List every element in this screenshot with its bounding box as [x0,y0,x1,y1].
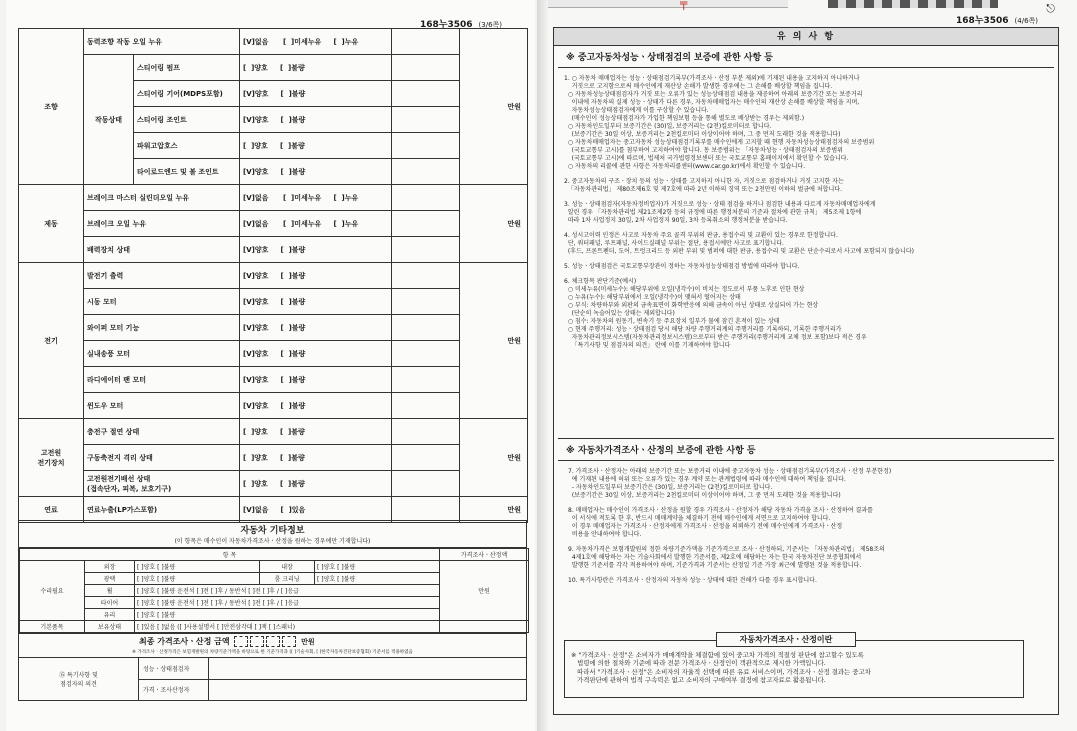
notice-para-8: 8. 매매업자는 매수인이 가격조사ㆍ산정을 원할 경우 가격조사ㆍ산정자가 해당 자동차 가격을 조사ㆍ산정하여 결과를 이 서식에 적도록 한 후, 반드시 매매계약을 체결하기 전에 매수인에게 서면으로 고지하여야 합니다. 이 경우 매매업자는 가격조사ㆍ산정자에게 가격조사ㆍ산정을 의뢰하기 전에 매수인에게 가격조사ㆍ산정 비용을 안내하여야 합니다. [568,507,873,538]
item-cell: 스티어링 기어(MDPS포함) [134,81,240,107]
left-page [6,0,535,731]
final-price-row [19,633,526,649]
status-cell: [V]양호 [ ]불량 [240,263,392,289]
notes-cell [392,185,460,211]
notes-cell [392,341,460,367]
status-cell: [V]없음 [ ]미세누유 [ ]누유 [240,185,392,211]
item-cell: 타이로드엔드 및 볼 조인트 [134,159,240,185]
notes-cell [392,81,460,107]
item-cell: 스티어링 펌프 [134,55,240,81]
repair-label: 수리필요 [20,561,85,621]
repair-status: [ ]양호 [ ]불량 운전석 [ ]전 [ ]후 / 동반석 [ ]전 [ ]후 / [ ]응급 [135,597,440,609]
subcategory-cell: 작동상태 [84,55,134,185]
category-cell: 전기 [19,263,84,419]
repair-status: [ ]양호 [ ]불량 [315,561,440,573]
category-cell: 고전원 전기장치 [19,419,84,497]
section-title-inspection: ※ 중고자동차성능ㆍ상태점검의 보증에 관한 사항 등 [558,46,1054,68]
status-cell: [V]양호 [ ]불량 [240,341,392,367]
opinion-row: 가격ㆍ조사산정자 [139,680,526,701]
repair-status: [ ]양호 [ ]불량 [135,573,260,585]
repair-part: 휠 [85,585,135,597]
extra-col-item: 항 목 [20,549,440,561]
price-digit-box [266,636,280,647]
repair-status: [ ]양호 [ ]불량 [135,609,440,621]
inspection-row [19,263,528,289]
basic-items-label: 기본품목 [20,621,85,633]
item-cell: 배력장치 상태 [84,237,240,263]
item-cell: 동력조향 작동 오일 누유 [84,29,240,55]
item-cell: 시동 모터 [84,289,240,315]
final-price-label: 최종 가격조사ㆍ산정 금액 [139,637,230,646]
status-cell: [ ]양호 [ ]불량 [240,445,392,471]
opinion-section [19,658,526,700]
repair-status: [ ]양호 [ ]불량 운전석 [ ]전 [ ]후 / 동반석 [ ]전 [ ]후 / [ ]응급 [135,585,440,597]
definition-title: 자동차가격조사ㆍ산정이란 [716,632,856,647]
inspection-row [19,211,528,237]
inspection-row [19,341,528,367]
repair-part: 타이어 [85,597,135,609]
inspection-row [19,315,528,341]
inspection-table [18,28,528,523]
price-cell: 만원 [460,497,528,523]
item-cell: 연료누출(LP가스포함) [84,497,240,523]
notes-cell [392,419,460,445]
category-cell: 조향 [19,29,84,185]
notes-cell [392,237,460,263]
notes-cell [392,393,460,419]
notice-para-6: 6. 체크항목 판단기준(예시) ○ 미세누유(미세누수): 해당부위에 오일(냉각수)이 비치는 정도로서 부품 노후로 인한 현상 ○ 누유(누수): 해당부위에서 오일(냉각수)이 맺혀서 떨어지는 상태 ○ 부식: 차량하부와 외판의 금속표면이 화학반응에 의해 금속이 아닌 상태로 상실되어 가는 현상 (단순히 녹슬어있는 상태는 제외합니다) ○ 침수: 자동차의 원동기, 변속기 등 주요장치 일부가 물에 잠긴 흔적이 있는 상태 ○ 현재 주행거리: 성능ㆍ상태점검 당시 해당 차량 주행거리계의 주행거리를 기록하되, 기록한 주행거리가 자동차관리정보시스템(자동차관리정보시스템)으로부터 받은 주행거리(주행거리계 교체 정보 포함)보다 적은 경우 「특기사항 및 점검자의 의견」 란에 이를 기재하여야 합니다 [564,278,867,349]
repair-table [19,548,529,633]
opinion-row: 성능ㆍ상태점검자 [139,658,526,680]
status-cell: [V]양호 [ ]불량 [240,289,392,315]
left-doc-number: 168누3506 (3/6쪽) [420,20,503,30]
item-cell: 파워고압호스 [134,133,240,159]
item-cell: 발전기 출력 [84,263,240,289]
status-cell: [V]양호 [ ]불량 [240,237,392,263]
right-page [548,0,1077,731]
inspection-row [19,55,528,81]
signout-icon[interactable]: ⎋ [1046,2,1055,15]
section-title-price: ※ 자동차가격조사ㆍ산정의 보증에 관한 사항 등 [558,438,1054,461]
extra-info-subtitle: (이 항목은 매수인이 자동차가격조사ㆍ산정을 원하는 경우에만 기재합니다) [19,536,526,548]
notes-cell [392,133,460,159]
price-digit-box [282,636,296,647]
price-cell: 만원 [460,29,528,185]
notes-cell [392,367,460,393]
status-cell: [ ]양호 [ ]불량 [240,419,392,445]
category-cell: 제동 [19,185,84,263]
notice-para-9: 9. 자동차가격은 보험개발원의 정한 차량기준가액을 기준가격으로 조사ㆍ산정하되, 기준서는 「자동차관리법」 제58조의 4제1호에 해당하는 자는 기술사회에서 발행한 기준서를, 제2호에 해당하는 자는 한국 자동차진단 보증협회에서 발행한 기준서를 각각 적용하여야 하며, 기준가격과 기준서는 산정일 기준 가장 최근에 발행된 것을 적용합니다. [568,546,885,569]
extra-info-title: 자동차 기타정보 [19,520,526,536]
top-strip [548,0,1077,14]
notes-cell [392,55,460,81]
notice-para-4: 4. 성시고이력 인정은 사고로 자동차 주요 골격 부위의 판금, 용접수리 및 교환이 있는 경우로 한정합니다. 단, 쿼터패널, 루프패널, 사이드실패널 부위는 절단, 용접시에만 사고로 표기합니다. (후드, 프론트펜더, 도어, 트렁크리드 등 외판 부위 및 범퍼에 대한 판금, 용접수리 및 교환은 단순수리로서 사고에 포함되지 않습니다) [564,232,914,255]
item-cell: 라디에이터 팬 모터 [84,367,240,393]
status-cell: [V]없음 [ ]미세누유 [ ]누유 [240,29,392,55]
inspection-row [19,471,528,497]
repair-price: 만원 [440,561,529,621]
notes-cell [392,159,460,185]
notes-cell [392,315,460,341]
repair-part: 유리 [85,609,135,621]
inspection-row [19,237,528,263]
vehicle-extra-info [18,520,527,701]
notice-para-2: 2. 중고자동차의 구조ㆍ장치 등의 성능ㆍ상태를 고지하지 아니한 자, 거짓으로 점검하거나 거짓 고지한 자는 「자동차관리법」 제80조제6호 및 제7호에 따라 2년 이하의 징역 또는 2천만원 이하의 벌금에 처합니다. [564,178,844,193]
status-cell: [V]없음 [ ]미세누유 [ ]누유 [240,211,392,237]
basic-items-status: [ ]있음 [ ]없음 ([ ]사용설명서 [ ]안전삼각대 [ ]잭 [ ]스패너) [135,621,440,633]
notice-para-7: 7. 가격조사ㆍ산정자는 아래의 보증기간 또는 보증거리 이내에 중고자동차 성능ㆍ상태점검기록부(가격조사ㆍ산정 부분한정) 에 기재된 내용에 허위 또는 오류가 있는 경우 계약 또는 관계법령에 따라 매수인에 대하여 책임을 집니다. - 자동차인도일부터 보증기간은 (30)일, 보증거리는 (2천)킬로미터로 합니다. (보증기간은 30일 이상, 보증거리는 2천킬로미터 이상이어야 하며, 그 중 먼저 도래한 것을 적용합니다) [568,468,892,499]
notes-cell [392,289,460,315]
right-doc-number: 168누3506 (4/6쪽) [956,16,1039,26]
status-cell: [V]없음 [ ]있음 [240,497,392,523]
status-cell: [V]양호 [ ]불량 [240,159,392,185]
item-cell: 브레이크 오일 누유 [84,211,240,237]
price-cell: 만원 [460,263,528,419]
repair-part: 내장 [260,561,315,573]
notice-para-10: 10. 특기사항란은 가격조사ㆍ산정자의 자동차 성능ㆍ상태에 대한 견해가 다를 경우 표시합니다. [568,577,817,584]
notes-cell [392,211,460,237]
price-digit-box [234,636,248,647]
notes-cell [392,263,460,289]
item-cell: 충전구 절연 상태 [84,419,240,445]
repair-part: 룸 크리닝 [260,573,315,585]
strip-bar [548,0,788,8]
section-price [558,438,1054,585]
notes-cell [392,29,460,55]
inspection-row [19,367,528,393]
item-cell: 고전원전기배선 상태 (접속단자, 피복, 보호기구) [84,471,240,497]
extra-col-price: 가격조사ㆍ산정액 [440,549,529,561]
strip-bar [828,0,998,8]
status-cell: [ ]양호 [ ]불량 [240,471,392,497]
price-digit-box [250,636,264,647]
notes-cell [392,497,460,523]
basic-items-price [440,621,529,633]
final-price-note: ※ 가격조사ㆍ산정가격은 보험개발원의 차량기준가액을 바탕으로 한 기준가격과 ([ ]기술사회, [ ]한국자동차진단보증협회) 기준서를 적용하였음 [19,649,526,658]
inspection-row [19,185,528,211]
notes-cell [392,445,460,471]
price-cell: 만원 [460,185,528,263]
notice-box [553,27,1059,715]
item-cell: 실내송풍 모터 [84,341,240,367]
inspection-row [19,419,528,445]
inspection-row [19,497,528,523]
status-cell: [ ]양호 [ ]불량 [240,133,392,159]
definition-box: ※ "가격조사ㆍ산정"은 소비자가 매매계약을 체결함에 있어 중고차 가격의 적절성 판단에 참고할수 있도록 법령에 의한 절차와 기준에 따라 전문 가격조사ㆍ산정인이 객관적으로 제시한 가액입니다. 따라서 "가격조사ㆍ산정"은 소비자의 자율적 선택에 따른 유료 서비스이며, 가격조사ㆍ산정 결과는 중고차 가격판단에 관하여 법적 구속력은 없고 소비자의 구매여부 결정에 참고자료로 활용됩니다. [564,640,1024,698]
red-stamp-mark: ╤ [680,0,688,10]
item-cell: 구동축전지 격리 상태 [84,445,240,471]
final-price-unit: 만원 [301,638,315,646]
repair-part: 광택 [85,573,135,585]
item-cell: 스티어링 조인트 [134,107,240,133]
status-cell: [V]양호 [ ]불량 [240,367,392,393]
basic-items-item: 보유상태 [85,621,135,633]
status-cell: [V]양호 [ ]불량 [240,315,392,341]
inspection-row [19,289,528,315]
notice-para-3: 3. 성능ㆍ상태점검자(자동차정비업자)가 거짓으로 성능ㆍ상태 점검을 하거나 점검한 내용과 다르게 자동차매매업자에게 알린 경우 「자동차관리법 제21조제2항 등의 규정에 따른 행정처분의 기준과 절차에 관한 규칙」 제5조제 1항에 따라 1차 사업정지 30일, 2차 사업정지 90일, 3차 등록취소의 행정처분을 받습니다. [564,201,876,224]
notice-para-1: 1. ○ 자동차 매매업자는 성능ㆍ상태점검기록부(가격조사ㆍ산정 부분 제외)에 기재된 내용을 고지하지 아니하거나 거짓으로 고지함으로써 매수인에게 재산상 손해가 발생한 경우에는 그 손해를 배상할 책임을 집니다. ○ 자동차성능상태점검자가 거짓 또는 오류가 있는 성능상태점검 내용을 제공하여 아래의 보증기간 또는 보증거리 이내에 자동차의 실제 성능ㆍ상태가 다른 경우, 자동차매매업자는 매수인의 재산상 손해를 배상할 책임을 지며, 자동차성능상태점검자에게 이를 구상할 수 있습니다. (매수인이 성능상태점검자가 가입한 책임보험 등을 통해 별도로 배상받는 경우는 제외함.) ○ 자동차인도일부터 보증기간은 (30)일, 보증거리는 (2천)킬로미터로 합니다. (보증기간은 30일 이상, 보증거리는 2천킬로미터 이상이어야 하며, 그 중 먼저 도래한 것을 적용합니다) ○ 자동차매매업자는 중고자동차 성능상태점검기록부를 매수인에게 고지할 때 현행 자동차성능상태점검자의 보증범위 (국토교통부 고시)를 첨부하여 고지하여야 합니다. 동 보증범위는 「자동차성능ㆍ상태점검자의 보증범위 (국토교통부 고시)에 따르며, 법제처 국가법령정보센터 또는 국토교통부 홈페이지에서 확인할 수 있습니다. ○ 자동차의 리콜에 관한 사항은 자동차리콜센터(www.car.go.kr)에서 확인할 수 있습니다. [564,75,875,170]
notice-para-5: 5. 성능ㆍ상태점검은 국토교통부장관이 정하는 자동차성능상태점검 방법에 따라야 합니다. [564,263,800,270]
status-cell: [ ]양호 [ ]불량 [240,55,392,81]
inspection-row [19,393,528,419]
status-cell: [V]양호 [ ]불량 [240,81,392,107]
notes-cell [392,471,460,497]
price-cell: 만원 [460,419,528,497]
repair-status: [ ]양호 [ ]불량 [135,561,260,573]
status-cell: [V]양호 [ ]불량 [240,107,392,133]
book-spine [537,0,547,731]
notes-cell [392,107,460,133]
repair-part: 외장 [85,561,135,573]
notice-header: 유 의 사 항 [554,28,1058,46]
status-cell: [V]양호 [ ]불량 [240,393,392,419]
inspection-row [19,29,528,55]
opinion-label: ⑮ 특기사항 및 점검자의 의견 [19,658,139,700]
repair-status: [ ]양호 [ ]불량 [315,573,440,585]
item-cell: 브레이크 마스터 실린더오일 누유 [84,185,240,211]
category-cell: 연료 [19,497,84,523]
item-cell: 윈도우 모터 [84,393,240,419]
item-cell: 와이퍼 모터 기능 [84,315,240,341]
inspection-row [19,445,528,471]
